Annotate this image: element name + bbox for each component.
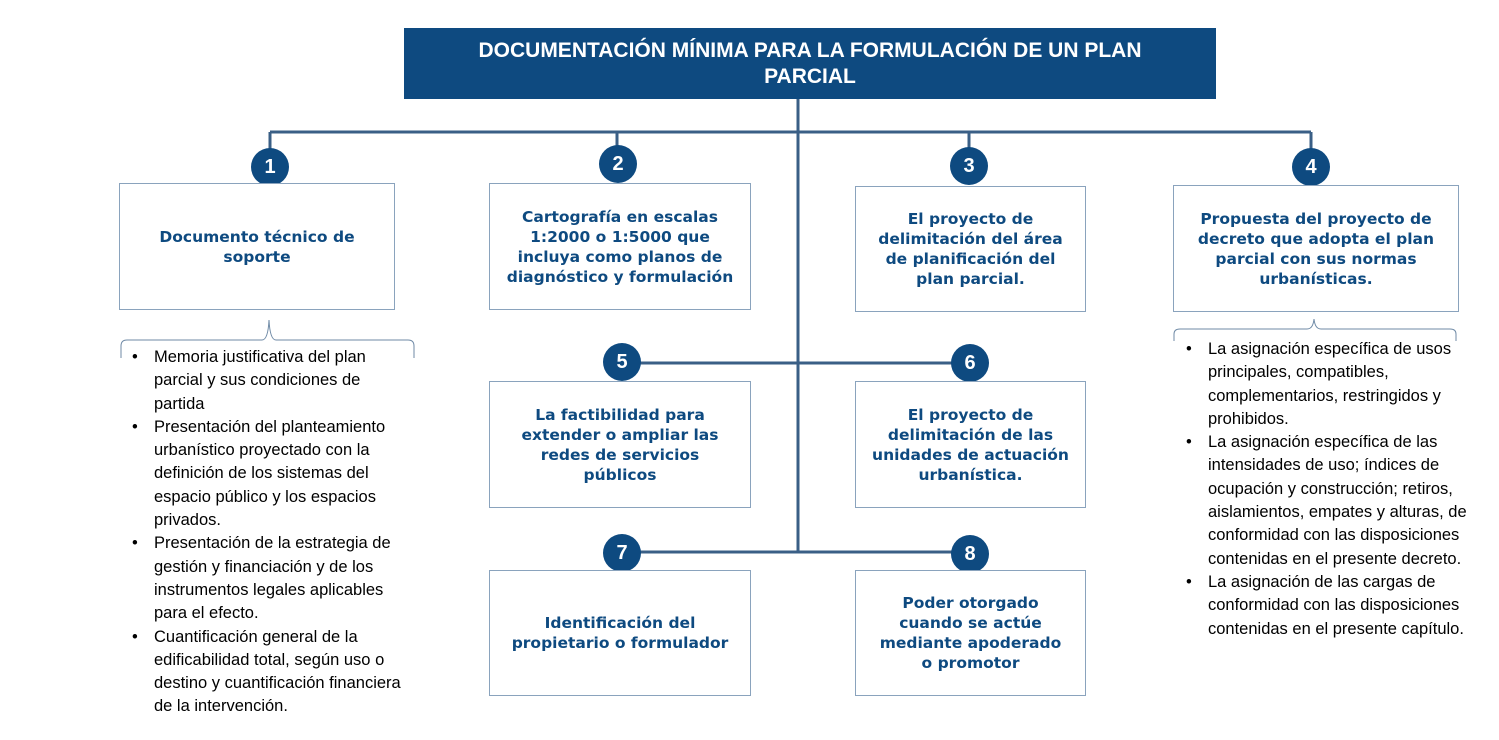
list-item: • Presentación de la estrategia de gestión y financiación y de los instrumentos legales aplicables para el efecto. xyxy=(128,532,413,625)
step-number-3: 3 xyxy=(950,147,988,185)
step-number-6: 6 xyxy=(951,344,989,382)
list-item: • Cuantificación general de la edificabilidad total, según uso o destino y cuantificación financiera de la intervención. xyxy=(128,626,413,719)
node-box-4: Propuesta del proyecto de decreto que adopta el plan parcial con sus normas urbanísticas. xyxy=(1173,185,1459,312)
list-item: • Memoria justificativa del plan parcial y sus condiciones de partida xyxy=(128,346,413,416)
list-item: • La asignación de las cargas de conformidad con las disposiciones contenidas en el presente capítulo. xyxy=(1182,571,1472,641)
list-item: • La asignación específica de las intensidades de uso; índices de ocupación y construcción; retiros, aislamientos, empates y alturas, de conformidad con las disposiciones contenidas en el presente decreto. xyxy=(1182,431,1472,571)
step-number-2: 2 xyxy=(599,145,637,183)
node-box-1: Documento técnico de soporte xyxy=(119,183,395,310)
node-box-5: La factibilidad para extender o ampliar las redes de servicios públicos xyxy=(489,381,751,508)
step-number-7: 7 xyxy=(603,534,641,572)
diagram-title: DOCUMENTACIÓN MÍNIMA PARA LA FORMULACIÓN DE UN PLAN PARCIAL xyxy=(404,28,1216,99)
details-list-4 xyxy=(1182,338,1472,641)
step-number-1: 1 xyxy=(251,148,289,186)
node-box-8: Poder otorgado cuando se actúe mediante apoderado o promotor xyxy=(855,570,1086,696)
node-box-6: El proyecto de delimitación de las unidades de actuación urbanística. xyxy=(855,381,1086,508)
node-box-7: Identificación del propietario o formulador xyxy=(489,570,751,696)
step-number-4: 4 xyxy=(1292,148,1330,186)
node-box-2: Cartografía en escalas 1:2000 o 1:5000 que incluya como planos de diagnóstico y formulación xyxy=(489,183,751,310)
step-number-5: 5 xyxy=(603,343,641,381)
details-list-1 xyxy=(128,346,413,719)
step-number-8: 8 xyxy=(951,535,989,573)
node-box-3: El proyecto de delimitación del área de planificación del plan parcial. xyxy=(855,186,1086,312)
list-item: • La asignación específica de usos principales, compatibles, complementarios, restringidos y prohibidos. xyxy=(1182,338,1472,431)
list-item: • Presentación del planteamiento urbanístico proyectado con la definición de los sistemas del espacio público y los espacios privados. xyxy=(128,416,413,532)
